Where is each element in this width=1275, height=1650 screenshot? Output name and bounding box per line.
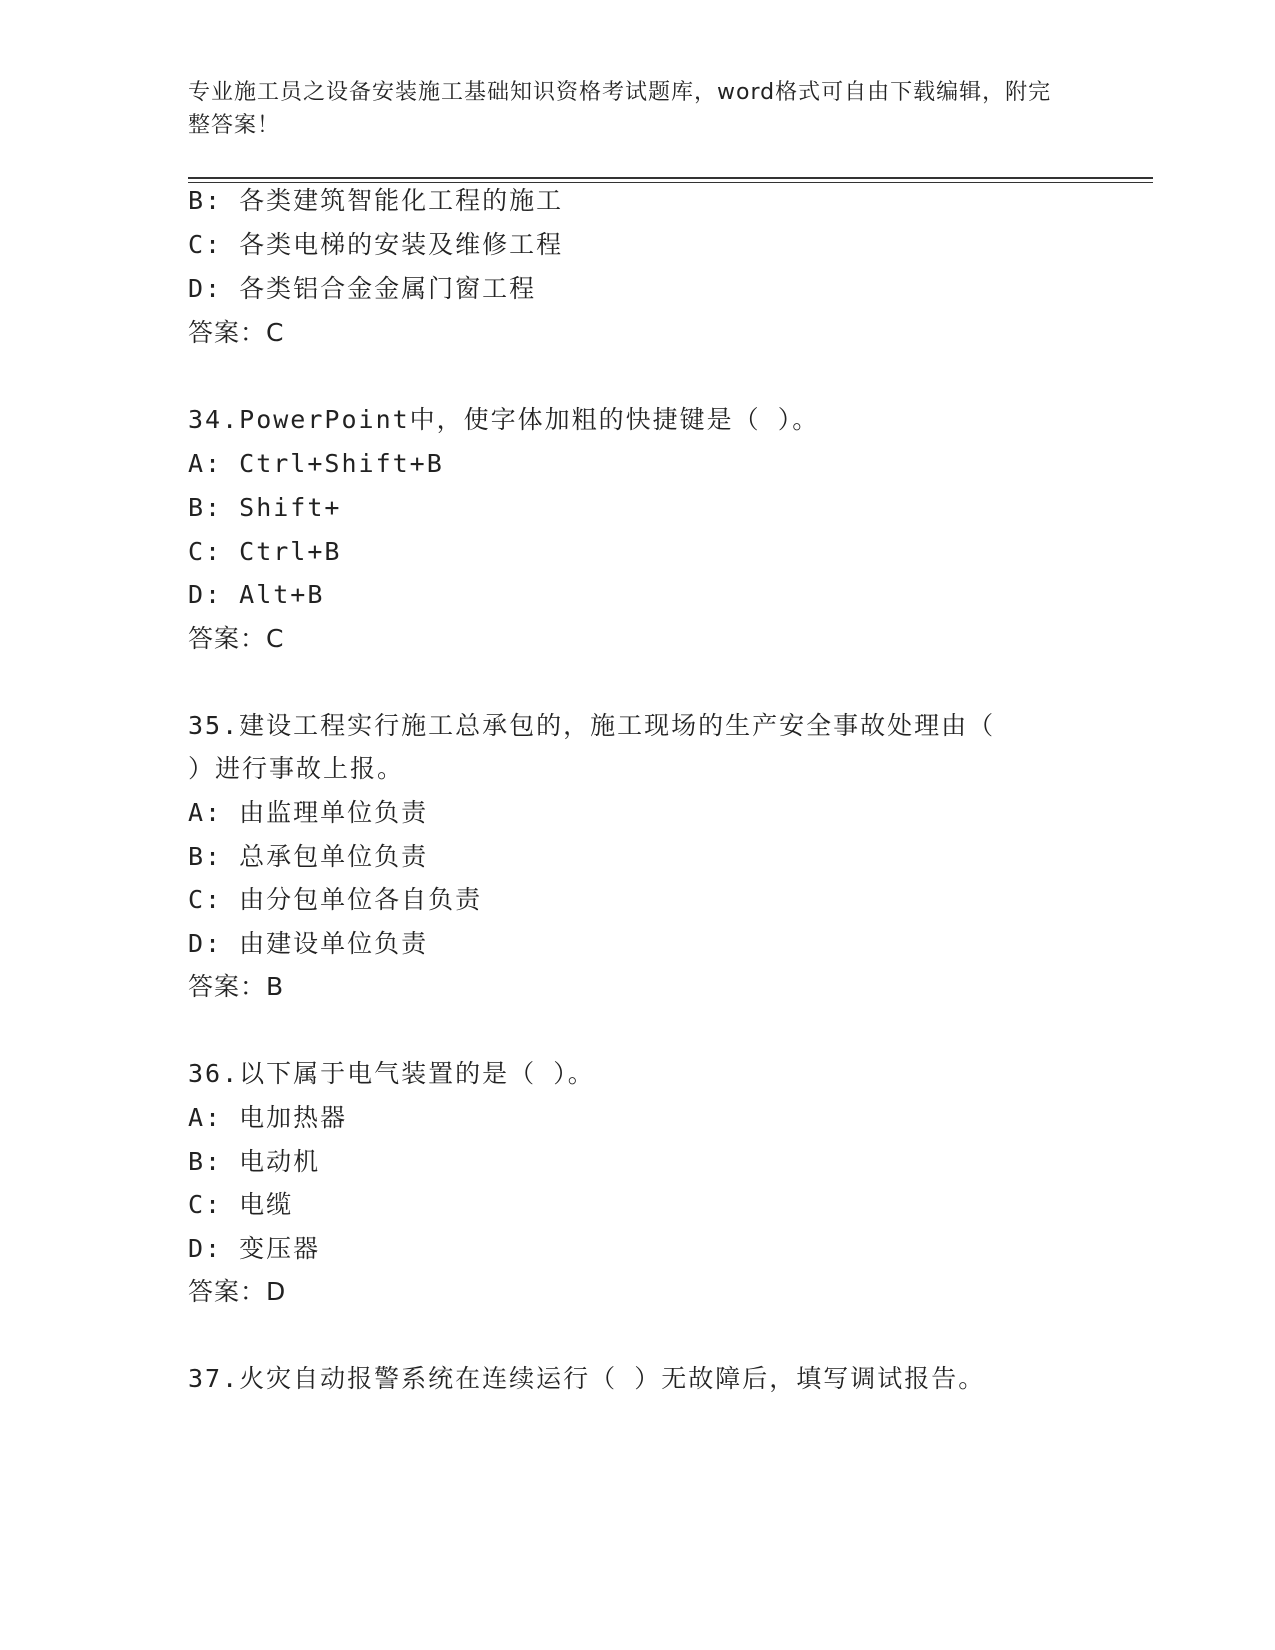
q34-option-a: A: Ctrl+Shift+B [188, 449, 444, 478]
q35-option-d: D: 由建设单位负责 [188, 929, 429, 958]
q35-option-a: A: 由监理单位负责 [188, 798, 429, 827]
q33-option-c: C: 各类电梯的安装及维修工程 [188, 230, 564, 259]
q36-option-c: C: 电缆 [188, 1190, 294, 1219]
q34-answer: 答案：C [188, 624, 285, 653]
q36-question: 36.以下属于电气装置的是（ ）。 [188, 1059, 595, 1088]
q34-option-d: D: Alt+B [188, 580, 325, 609]
q33-option-b: B: 各类建筑智能化工程的施工 [188, 186, 564, 215]
header-rule-thin [188, 182, 1153, 183]
header-rule-thick [188, 177, 1153, 179]
q36-answer: 答案：D [188, 1277, 287, 1306]
q35-answer: 答案：B [188, 972, 285, 1001]
q36-option-a: A: 电加热器 [188, 1103, 348, 1132]
document-header: 专业施工员之设备安装施工基础知识资格考试题库，word格式可自由下载编辑，附完整答案！ [188, 80, 1052, 138]
q35-question-line1: 35.建设工程实行施工总承包的，施工现场的生产安全事故处理由（ [188, 711, 996, 740]
q37-question: 37.火灾自动报警系统在连续运行（ ）无故障后，填写调试报告。 [188, 1364, 986, 1393]
q33-option-d: D: 各类铝合金金属门窗工程 [188, 274, 537, 303]
q33-answer: 答案：C [188, 318, 285, 347]
q36-option-b: B: 电动机 [188, 1147, 321, 1176]
q35-option-c: C: 由分包单位各自负责 [188, 885, 483, 914]
q34-option-c: C: Ctrl+B [188, 537, 342, 566]
q35-question-line2: ）进行事故上报。 [188, 754, 405, 783]
q36-option-d: D: 变压器 [188, 1234, 321, 1263]
q34-question: 34.PowerPoint中，使字体加粗的快捷键是（ ）。 [188, 405, 820, 434]
q34-option-b: B: Shift+ [188, 493, 342, 522]
q35-option-b: B: 总承包单位负责 [188, 842, 429, 871]
